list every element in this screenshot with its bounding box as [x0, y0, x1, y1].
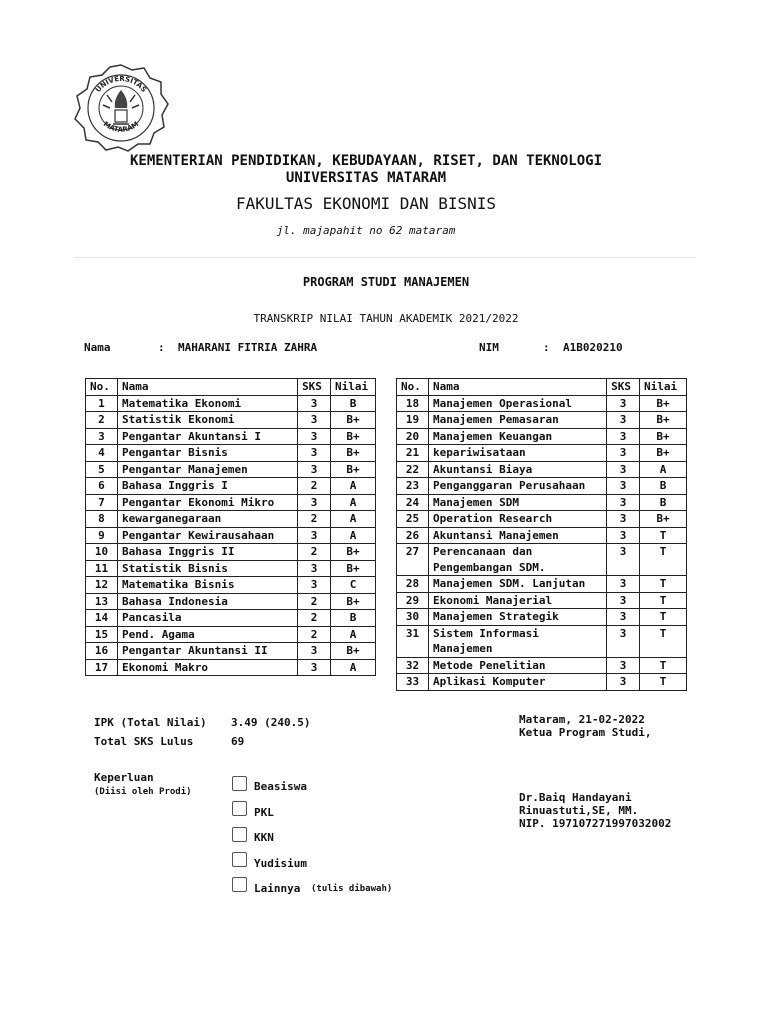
course-no: 25 [397, 511, 429, 528]
table-row [86, 643, 376, 660]
total-sks-label: Total SKS Lulus [94, 735, 194, 748]
course-name: Pengantar Akuntansi I [117, 428, 297, 445]
course-name: Pengantar Ekonomi Mikro [117, 494, 297, 511]
course-no: 23 [397, 478, 429, 495]
course-name: Bahasa Inggris I [117, 478, 297, 495]
table-row [397, 674, 687, 691]
table-row [86, 593, 376, 610]
course-name: Manajemen Strategik [428, 609, 606, 626]
course-grade: T [640, 592, 687, 609]
course-grade: B+ [331, 544, 376, 561]
grades-table-right [396, 378, 687, 691]
table-row [397, 576, 687, 593]
logo-text-top: UNIVERSITAS [94, 74, 148, 94]
course-name: Manajemen Keuangan [428, 428, 606, 445]
course-no: 10 [86, 544, 118, 561]
name-separator: : [158, 341, 165, 354]
course-grade: B+ [640, 428, 687, 445]
option-pkl-label: PKL [254, 806, 274, 819]
ipk-value: 3.49 (240.5) [231, 716, 311, 729]
course-grade: B [331, 395, 376, 412]
course-sks: 2 [298, 478, 331, 495]
checkbox-beasiswa[interactable] [232, 776, 247, 791]
course-no: 30 [397, 609, 429, 626]
purpose-sublabel: (Diisi oleh Prodi) [94, 787, 192, 797]
course-no: 6 [86, 478, 118, 495]
course-grade: B+ [640, 511, 687, 528]
course-sks: 3 [607, 592, 640, 609]
course-no: 12 [86, 577, 118, 594]
option-lainnya-note: (tulis dibawah) [311, 884, 393, 894]
course-grade: B+ [640, 412, 687, 429]
course-no: 19 [397, 412, 429, 429]
nim-label: NIM [479, 341, 499, 354]
table-row [86, 659, 376, 676]
course-no: 7 [86, 494, 118, 511]
university-logo [72, 62, 170, 152]
course-name: kepariwisataan [428, 445, 606, 462]
course-name: Manajemen Operasional [428, 395, 606, 412]
course-grade: A [640, 461, 687, 478]
course-sks: 2 [298, 593, 331, 610]
course-name [428, 625, 606, 657]
course-no: 1 [86, 395, 118, 412]
course-grade: B+ [640, 445, 687, 462]
course-grade: B [331, 610, 376, 627]
course-grade: T [640, 609, 687, 626]
header-no: No. [397, 379, 429, 396]
course-grade: T [640, 576, 687, 593]
checkbox-lainnya[interactable] [232, 877, 247, 892]
course-no: 21 [397, 445, 429, 462]
header-grade: Nilai [331, 379, 376, 396]
table-row [86, 577, 376, 594]
signatory-nip: NIP. 197107271997032002 [519, 817, 672, 830]
course-name: Matematika Bisnis [117, 577, 297, 594]
course-grade: T [640, 657, 687, 674]
table-row [397, 511, 687, 528]
course-no: 31 [397, 625, 429, 657]
table-row [86, 626, 376, 643]
course-no: 24 [397, 494, 429, 511]
course-name: Pancasila [117, 610, 297, 627]
table-row [86, 560, 376, 577]
course-no: 9 [86, 527, 118, 544]
course-sks: 3 [298, 412, 331, 429]
table-header-row [86, 379, 376, 396]
program-title: PROGRAM STUDI MANAJEMEN [302, 275, 470, 289]
course-no: 22 [397, 461, 429, 478]
course-grade: A [331, 478, 376, 495]
course-sks: 3 [607, 445, 640, 462]
course-no: 3 [86, 428, 118, 445]
course-name: Bahasa Inggris II [117, 544, 297, 561]
checkbox-yudisium[interactable] [232, 852, 247, 867]
course-no: 8 [86, 511, 118, 528]
ipk-label: IPK (Total Nilai) [94, 716, 207, 729]
course-grade: B+ [331, 445, 376, 462]
course-grade: A [331, 494, 376, 511]
course-sks: 3 [607, 461, 640, 478]
table-row [397, 592, 687, 609]
course-name: Aplikasi Komputer [428, 674, 606, 691]
table-row [397, 461, 687, 478]
table-row [86, 395, 376, 412]
course-name: Pengantar Manajemen [117, 461, 297, 478]
course-grade: T [640, 527, 687, 544]
signature-place-date: Mataram, 21-02-2022 [519, 713, 645, 726]
course-name: Bahasa Indonesia [117, 593, 297, 610]
course-name: kewarganegaraan [117, 511, 297, 528]
course-grade: T [640, 544, 687, 576]
course-grade: B [640, 478, 687, 495]
course-sks: 3 [607, 412, 640, 429]
table-row [86, 494, 376, 511]
course-sks: 3 [298, 494, 331, 511]
checkbox-pkl[interactable] [232, 801, 247, 816]
course-name: Pengantar Akuntansi II [117, 643, 297, 660]
total-sks-value: 69 [231, 735, 245, 748]
option-lainnya-label: Lainnya [254, 882, 301, 895]
course-grade: A [331, 511, 376, 528]
course-sks: 3 [298, 461, 331, 478]
table-row [86, 544, 376, 561]
course-name-line2: Pengembangan SDM. [432, 560, 546, 574]
course-grade: C [331, 577, 376, 594]
course-name-line1: Perencanaan dan [432, 545, 533, 558]
table-row [86, 527, 376, 544]
course-no: 28 [397, 576, 429, 593]
table-row [86, 428, 376, 445]
course-no: 15 [86, 626, 118, 643]
course-no: 16 [86, 643, 118, 660]
course-name: Pengantar Kewirausahaan [117, 527, 297, 544]
course-sks: 3 [298, 659, 331, 676]
student-nim: A1B020210 [563, 341, 623, 354]
option-kkn-label: KKN [254, 831, 274, 844]
course-no: 32 [397, 657, 429, 674]
course-sks: 3 [298, 577, 331, 594]
course-no: 11 [86, 560, 118, 577]
course-no: 17 [86, 659, 118, 676]
header-divider [74, 257, 696, 258]
header-grade: Nilai [640, 379, 687, 396]
course-name: Statistik Ekonomi [117, 412, 297, 429]
course-sks: 3 [607, 609, 640, 626]
course-sks: 3 [298, 643, 331, 660]
table-row [86, 412, 376, 429]
course-name: Penganggaran Perusahaan [428, 478, 606, 495]
course-name-line1: Sistem Informasi [432, 626, 539, 640]
course-sks: 3 [607, 511, 640, 528]
course-no: 5 [86, 461, 118, 478]
course-name: Statistik Bisnis [117, 560, 297, 577]
course-sks: 2 [298, 544, 331, 561]
table-row [397, 609, 687, 626]
course-grade: T [640, 625, 687, 657]
course-grade: A [331, 626, 376, 643]
course-no: 2 [86, 412, 118, 429]
course-name: Akuntansi Biaya [428, 461, 606, 478]
course-no: 4 [86, 445, 118, 462]
course-grade: B+ [331, 593, 376, 610]
course-sks: 3 [298, 445, 331, 462]
table-row [397, 395, 687, 412]
course-sks: 3 [607, 657, 640, 674]
course-no: 27 [397, 544, 429, 576]
course-grade: B+ [331, 461, 376, 478]
course-name: Ekonomi Manajerial [428, 592, 606, 609]
course-name: Manajemen SDM [428, 494, 606, 511]
header-name: Nama [117, 379, 297, 396]
name-label: Nama [84, 341, 111, 354]
course-grade: B+ [640, 395, 687, 412]
course-grade: A [331, 659, 376, 676]
course-sks: 3 [607, 544, 640, 576]
table-row [397, 625, 687, 657]
table-row [397, 657, 687, 674]
table-row [86, 511, 376, 528]
course-no: 20 [397, 428, 429, 445]
student-name: MAHARANI FITRIA ZAHRA [178, 341, 318, 354]
transcript-title: TRANSKRIP NILAI TAHUN AKADEMIK 2021/2022 [253, 312, 519, 325]
course-sks: 3 [607, 428, 640, 445]
table-row [397, 527, 687, 544]
course-sks: 3 [607, 395, 640, 412]
table-row [397, 478, 687, 495]
ministry-name: KEMENTERIAN PENDIDIKAN, KEBUDAYAAN, RISET, DAN TEKNOLOGI [129, 153, 602, 169]
table-row [397, 445, 687, 462]
header-sks: SKS [298, 379, 331, 396]
course-name: Pengantar Bisnis [117, 445, 297, 462]
course-grade: T [640, 674, 687, 691]
faculty-name: FAKULTAS EKONOMI DAN BISNIS [235, 194, 497, 213]
purpose-label: Keperluan [94, 771, 154, 784]
course-sks: 2 [298, 511, 331, 528]
checkbox-kkn[interactable] [232, 827, 247, 842]
course-grade: B+ [331, 560, 376, 577]
nim-separator: : [543, 341, 550, 354]
course-grade: B [640, 494, 687, 511]
course-sks: 3 [607, 674, 640, 691]
table-row [397, 494, 687, 511]
faculty-address: jl. majapahit no 62 mataram [276, 224, 456, 237]
course-no: 18 [397, 395, 429, 412]
course-no: 13 [86, 593, 118, 610]
course-sks: 3 [298, 428, 331, 445]
header-sks: SKS [607, 379, 640, 396]
university-name: UNIVERSITAS MATARAM [285, 170, 447, 186]
course-no: 33 [397, 674, 429, 691]
course-no: 26 [397, 527, 429, 544]
course-grade: B+ [331, 643, 376, 660]
course-sks: 2 [298, 610, 331, 627]
table-row [397, 412, 687, 429]
course-no: 29 [397, 592, 429, 609]
course-grade: B+ [331, 412, 376, 429]
course-sks: 3 [607, 478, 640, 495]
table-row [86, 610, 376, 627]
signatory-name-line2: Rinuastuti,SE, MM. [519, 804, 639, 817]
course-sks: 3 [607, 494, 640, 511]
grades-table-left [85, 378, 376, 676]
logo-text-bottom: MATARAM [101, 120, 141, 134]
signatory-name-line1: Dr.Baiq Handayani [519, 791, 632, 804]
course-name [428, 544, 606, 576]
table-row [86, 445, 376, 462]
course-grade: B+ [331, 428, 376, 445]
course-name-line2: Manajemen [432, 642, 493, 655]
course-name: Manajemen SDM. Lanjutan [428, 576, 606, 593]
course-sks: 2 [298, 626, 331, 643]
option-yudisium-label: Yudisium [254, 857, 307, 870]
table-row [397, 428, 687, 445]
course-name: Pend. Agama [117, 626, 297, 643]
course-grade: A [331, 527, 376, 544]
course-name: Metode Penelitian [428, 657, 606, 674]
course-sks: 3 [298, 527, 331, 544]
course-sks: 3 [298, 395, 331, 412]
option-beasiswa-label: Beasiswa [254, 780, 307, 793]
signature-role: Ketua Program Studi, [519, 726, 652, 739]
table-row [86, 478, 376, 495]
course-sks: 3 [298, 560, 331, 577]
course-no: 14 [86, 610, 118, 627]
course-name: Matematika Ekonomi [117, 395, 297, 412]
header-no: No. [86, 379, 118, 396]
table-row [86, 461, 376, 478]
course-sks: 3 [607, 576, 640, 593]
course-name: Ekonomi Makro [117, 659, 297, 676]
course-name: Manajemen Pemasaran [428, 412, 606, 429]
header-name: Nama [428, 379, 606, 396]
course-name: Operation Research [428, 511, 606, 528]
table-header-row [397, 379, 687, 396]
table-row [397, 544, 687, 576]
course-sks: 3 [607, 527, 640, 544]
course-name: Akuntansi Manajemen [428, 527, 606, 544]
course-sks: 3 [607, 625, 640, 657]
